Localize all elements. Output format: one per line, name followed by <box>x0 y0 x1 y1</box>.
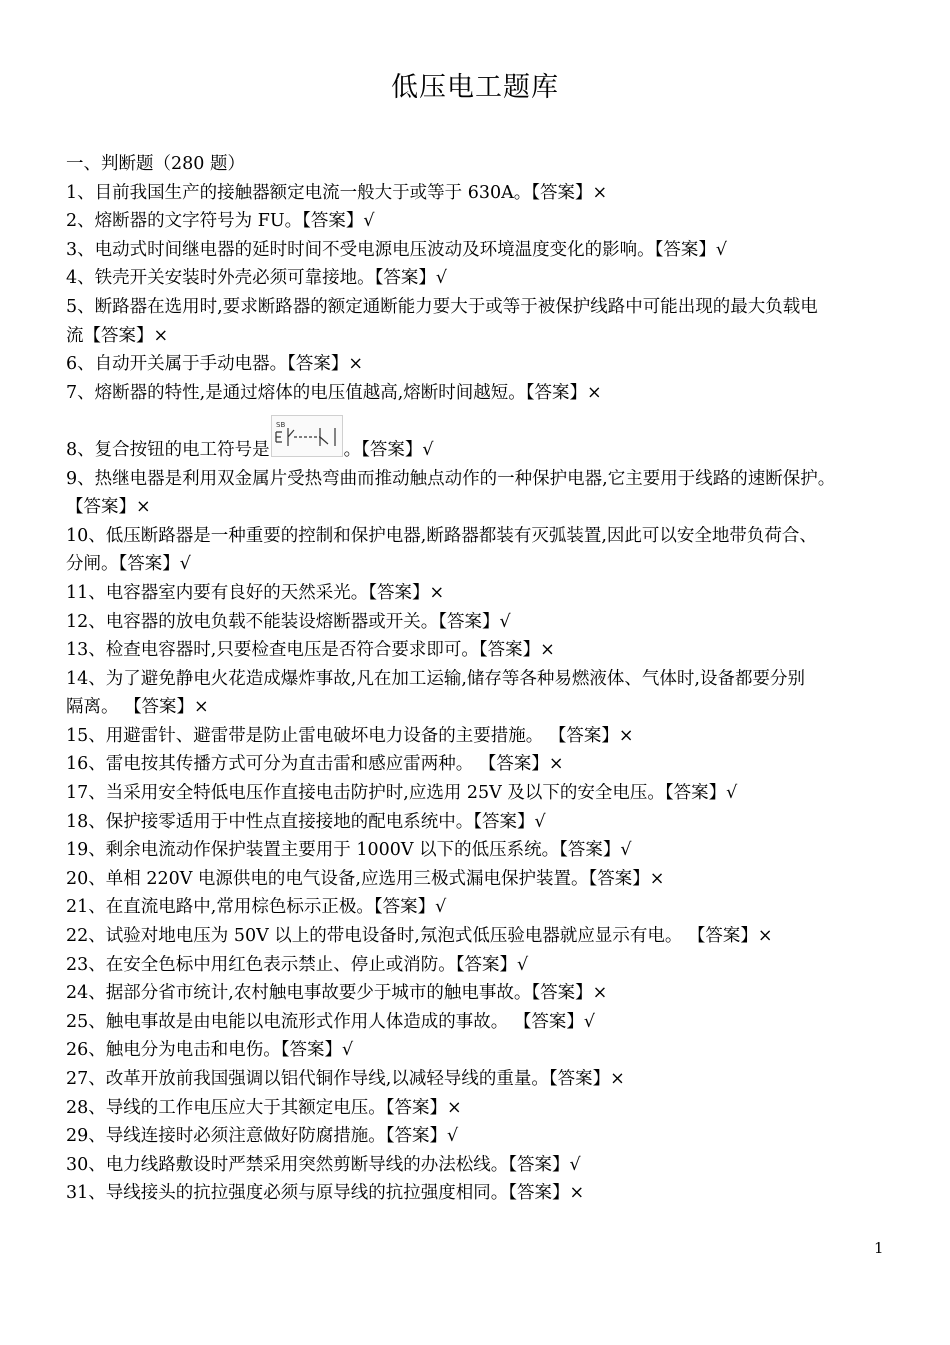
question-line: 25、触电事故是由电能以电流形式作用人体造成的事故。 【答案】√ <box>66 1011 595 1032</box>
question-line: 21、在直流电路中,常用棕色标示正极。【答案】√ <box>66 897 447 918</box>
question-line: 5、断路器在选用时,要求断路器的额定通断能力要大于或等于被保护线路中可能出现的最大负载电 <box>66 296 818 317</box>
question-line: 23、在安全色标中用红色表示禁止、停止或消防。【答案】√ <box>66 954 529 975</box>
question-line: 【答案】× <box>66 497 151 518</box>
question-line: 16、雷电按其传播方式可分为直击雷和感应雷两种。 【答案】× <box>66 754 564 775</box>
question-line: 1、目前我国生产的接触器额定电流一般大于或等于 630A。【答案】× <box>66 182 608 203</box>
question-line: 24、据部分省市统计,农村触电事故要少于城市的触电事故。【答案】× <box>66 983 608 1004</box>
question-line: 4、铁壳开关安装时外壳必须可靠接地。【答案】√ <box>66 268 448 289</box>
symbol-label: SB <box>275 420 285 429</box>
question-line: 27、改革开放前我国强调以铝代铜作导线,以减轻导线的重量。【答案】× <box>66 1069 625 1089</box>
page-title: 低压电工题库 <box>391 72 559 103</box>
page-number: 1 <box>874 1239 884 1257</box>
question-line: 30、电力线路敷设时严禁采用突然剪断导线的办法松线。【答案】√ <box>66 1154 581 1175</box>
question-line: 隔离。 【答案】× <box>66 697 209 718</box>
question-line-with-symbol <box>66 407 896 464</box>
question-line: 22、试验对地电压为 50V 以上的带电设备时,氖泡式低压验电器就应显示有电。 【答案】× <box>66 926 773 947</box>
question-line: 14、为了避免静电火花造成爆炸事故,凡在加工运输,储存等各种易燃液体、气体时,设备都要分别 <box>66 668 805 689</box>
answer-text: 。【答案】√ <box>343 439 434 460</box>
question-text: 8、复合按钮的电工符号是 <box>66 439 270 460</box>
question-line: 9、热继电器是利用双金属片受热弯曲而推动触点动作的一种保护电器,它主要用于线路的速断保护。 <box>66 468 836 489</box>
question-line: 12、电容器的放电负载不能装设熔断器或开关。【答案】√ <box>66 611 511 632</box>
question-line: 17、当采用安全特低电压作直接电击防护时,应选用 25V 及以下的安全电压。【答案】√ <box>66 783 738 804</box>
question-line: 13、检查电容器时,只要检查电压是否符合要求即可。【答案】× <box>66 640 555 661</box>
question-line: 分闸。【答案】√ <box>66 554 191 575</box>
compound-button-symbol-icon <box>271 415 343 457</box>
question-line: 7、熔断器的特性,是通过熔体的电压值越高,熔断时间越短。【答案】× <box>66 382 602 403</box>
question-line: 29、导线连接时必须注意做好防腐措施。【答案】√ <box>66 1126 459 1147</box>
question-line: 15、用避雷针、避雷带是防止雷电破坏电力设备的主要措施。 【答案】× <box>66 725 634 746</box>
question-line: 28、导线的工作电压应大于其额定电压。【答案】× <box>66 1097 462 1118</box>
question-line: 11、电容器室内要有良好的天然采光。【答案】× <box>66 582 445 603</box>
question-line: 18、保护接零适用于中性点直接接地的配电系统中。【答案】√ <box>66 811 546 832</box>
question-line: 10、低压断路器是一种重要的控制和保护电器,断路器都装有灭弧装置,因此可以安全地带负荷合、 <box>66 525 817 546</box>
question-line: 26、触电分为电击和电伤。【答案】√ <box>66 1040 354 1061</box>
section-heading: 一、判断题（280 题） <box>66 154 245 174</box>
question-line: 19、剩余电流动作保护装置主要用于 1000V 以下的低压系统。【答案】√ <box>66 840 632 861</box>
question-line: 31、导线接头的抗拉强度必须与原导线的抗拉强度相同。【答案】× <box>66 1183 585 1204</box>
question-line: 流【答案】× <box>66 325 169 346</box>
question-line: 6、自动开关属于手动电器。【答案】× <box>66 354 364 375</box>
question-line: 3、电动式时间继电器的延时时间不受电源电压波动及环境温度变化的影响。【答案】√ <box>66 239 728 260</box>
question-line: 20、单相 220V 电源供电的电气设备,应选用三极式漏电保护装置。【答案】× <box>66 868 665 889</box>
question-line: 2、熔断器的文字符号为 FU。【答案】√ <box>66 211 375 232</box>
question-list <box>66 150 896 1208</box>
